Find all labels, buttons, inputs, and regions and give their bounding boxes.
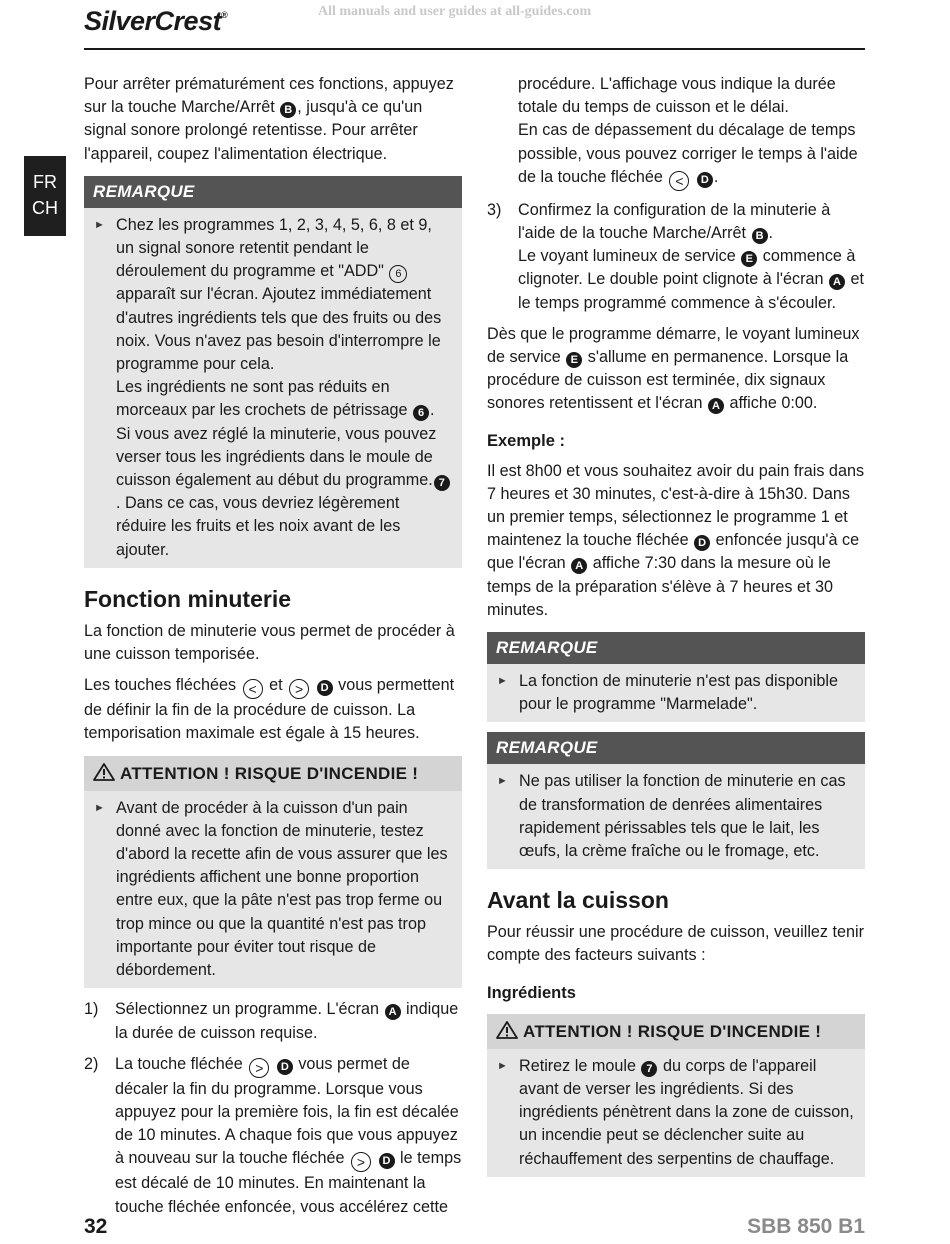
program-start-paragraph: Dès que le programme démarre, le voyant lumineux de service E s'allume en permanence. Lorsque la procédure de cuisson est terminée, dix signaux sonores retentissent et l'écran A affiche 0:00. — [487, 324, 860, 413]
warning-triangle-icon — [93, 763, 115, 781]
note-text: Chez les programmes 1, 2, 3, 4, 5, 6, 8 et 9, un signal sonore retentit pendant le déroulement du programme et "ADD" 6 apparaît sur l'écran. Ajoutez immédiatement d'autres ingrédients tels que des fruits ou des noix. Vous n'avez pas besoin d'interrompre le programme pour cela. — [116, 215, 442, 374]
bullet-triangle-icon: ► — [94, 801, 105, 814]
timer-paragraph-2: Les touches fléchées < et > D vous permettent de définir la fin de la procédure de cuisson. La temporisation maximale est égale à 15 heures. — [84, 676, 455, 743]
warning-box-1 — [84, 756, 462, 989]
lang-code-fr: FR — [33, 172, 57, 192]
section-heading-before-baking: Avant la cuisson — [487, 887, 669, 914]
arrow-right-key-icon: > — [289, 679, 309, 699]
ref-badge-e: E — [566, 352, 582, 368]
warning-triangle-icon — [496, 1021, 518, 1039]
page-number: 32 — [84, 1215, 108, 1238]
before-baking-paragraph: Pour réussir une procédure de cuisson, veuillez tenir compte des facteurs suivants : — [487, 923, 865, 965]
note-text: La fonction de minuterie n'est pas disponible pour le programme "Marmelade". — [519, 672, 838, 714]
step-2: 2) La touche fléchée > D vous permet de décaler la fin du programme. Lorsque vous appuyez pour la première fois, la fin est décalée de 10 minutes. A chaque fois que vous appuyez à nouveau sur la touche fléchée > D le temps est décalé de 10 minutes. En maintenant la touche fléchée enfoncée, vous accélérez cette — [84, 1054, 462, 1216]
warning-text: Avant de procéder à la cuisson d'un pain donné avec la fonction de minuterie, testez d'abord la recette afin de vous assurer que les ingrédients affichent une bonne proportion entre eux, que la pâte n'est pas trop ferme ou trop mince ou que la quantité n'est pas trop importante pour éviter tout risque de débordement. — [116, 798, 448, 980]
lang-code-ch: CH — [32, 198, 58, 218]
warning-title: ATTENTION ! RISQUE D'INCENDIE ! — [523, 1021, 822, 1041]
brand-logo — [84, 6, 227, 37]
ref-circle-6: 6 — [389, 265, 407, 283]
ref-badge-6: 6 — [413, 405, 429, 421]
warning-box-2 — [487, 1014, 865, 1177]
bullet-triangle-icon: ► — [94, 218, 105, 231]
note-bullet — [497, 670, 855, 716]
step-3: 3) Confirmez la configuration de la minuterie à l'aide de la touche Marche/Arrêt B . Le voyant lumineux de service E commence à clignoter. Le double point clignote à l'écran A et le temps programmé commence à s'écouler. — [487, 200, 864, 312]
ref-badge-d: D — [694, 535, 710, 551]
note-bullet — [497, 770, 855, 863]
example-paragraph: Il est 8h00 et vous souhaitez avoir du pain frais dans 7 heures et 30 minutes, c'est-à-dire à 15h30. Dans un premier temps, sélectionnez le programme 1 et maintenez la touche fléchée D enfoncée jusqu'à ce que l'écran A affiche 7:30 dans la mesure où le temps de la préparation s'élève à 7 heures et 30 minutes. — [487, 461, 865, 619]
ref-badge-b: B — [752, 228, 768, 244]
warning-bullet — [497, 1055, 855, 1171]
ref-badge-a: A — [708, 398, 724, 414]
note-title: REMARQUE — [84, 176, 462, 208]
ref-badge-a: A — [385, 1004, 401, 1020]
step-2-continued: procédure. L'affichage vous indique la durée totale du temps de cuisson et le délai. — [518, 75, 836, 117]
step-2-correction: En cas de dépassement du décalage de temps possible, vous pouvez corriger le temps à l'aide de la touche fléchée < D . — [518, 121, 858, 189]
ref-badge-d: D — [697, 172, 713, 188]
note-box-1 — [84, 176, 462, 568]
ref-badge-a: A — [571, 558, 587, 574]
bullet-triangle-icon: ► — [497, 1059, 508, 1072]
ref-badge-b: B — [280, 102, 296, 118]
warning-title-row — [487, 1014, 865, 1049]
warning-bullet — [94, 797, 452, 983]
note-box-2 — [487, 632, 865, 722]
section-heading-timer: Fonction minuterie — [84, 585, 291, 612]
arrow-right-key-icon: > — [351, 1152, 371, 1172]
ref-badge-d: D — [379, 1153, 395, 1169]
brand-name: SilverCrest — [84, 6, 222, 36]
note-bullet — [94, 214, 452, 562]
warning-text: Retirez le moule 7 du corps de l'appareil avant de verser les ingrédients. Si des ingrédients pénètrent dans la zone de cuisson, un incendie peut se déclencher suite au réchauffement des serpentins de chauffage. — [519, 1056, 854, 1168]
arrow-left-key-icon: < — [669, 171, 689, 191]
language-tab — [24, 156, 66, 236]
note-box-3 — [487, 732, 865, 869]
example-heading: Exemple : — [487, 431, 565, 450]
timer-paragraph-1: La fonction de minuterie vous permet de procéder à une cuisson temporisée. — [84, 621, 455, 664]
model-number: SBB 850 B1 — [747, 1215, 865, 1238]
right-column — [487, 73, 865, 1187]
header-divider — [84, 48, 865, 50]
ingredients-heading: Ingrédients — [487, 983, 576, 1002]
ref-badge-d: D — [277, 1059, 293, 1075]
arrow-right-key-icon: > — [249, 1058, 269, 1078]
warning-title: ATTENTION ! RISQUE D'INCENDIE ! — [120, 763, 419, 783]
ref-badge-d: D — [317, 680, 333, 696]
watermark-text: All manuals and user guides at all-guides.com — [318, 4, 592, 19]
warning-title-row — [84, 756, 462, 791]
bullet-triangle-icon: ► — [497, 775, 508, 788]
ref-badge-e: E — [741, 251, 757, 267]
bullet-triangle-icon: ► — [497, 675, 508, 688]
ref-badge-a: A — [829, 274, 845, 290]
note-title: REMARQUE — [487, 732, 865, 764]
ref-badge-7: 7 — [641, 1061, 657, 1077]
ref-badge-7: 7 — [434, 475, 450, 491]
brand-registered-mark: ® — [221, 10, 228, 20]
arrow-left-key-icon: < — [243, 679, 263, 699]
step-1: 1) Sélectionnez un programme. L'écran A indique la durée de cuisson requise. — [84, 1000, 459, 1042]
intro-paragraph: Pour arrêter prématurément ces fonctions, appuyez sur la touche Marche/Arrêt B , jusqu'à ce qu'un signal sonore prolongé retentisse. Pour arrêter l'appareil, coupez l'alimentation électrique. — [84, 75, 454, 163]
left-column — [84, 73, 462, 1227]
note-title: REMARQUE — [487, 632, 865, 664]
note-text: Ne pas utiliser la fonction de minuterie en cas de transformation de denrées alimentaires rapidement périssables tels que le lait, les œufs, la crème fraîche ou le fromage, etc. — [519, 772, 846, 861]
note-text-2: Les ingrédients ne sont pas réduits en morceaux par les crochets de pétrissage 6 . Si vous avez réglé la minuterie, vous pouvez verser tous les ingrédients dans le moule de cuisson également au début du programme. 7. Dans ce cas, vous devriez légèrement réduire les fruits et les noix avant de les ajouter. — [116, 376, 452, 562]
